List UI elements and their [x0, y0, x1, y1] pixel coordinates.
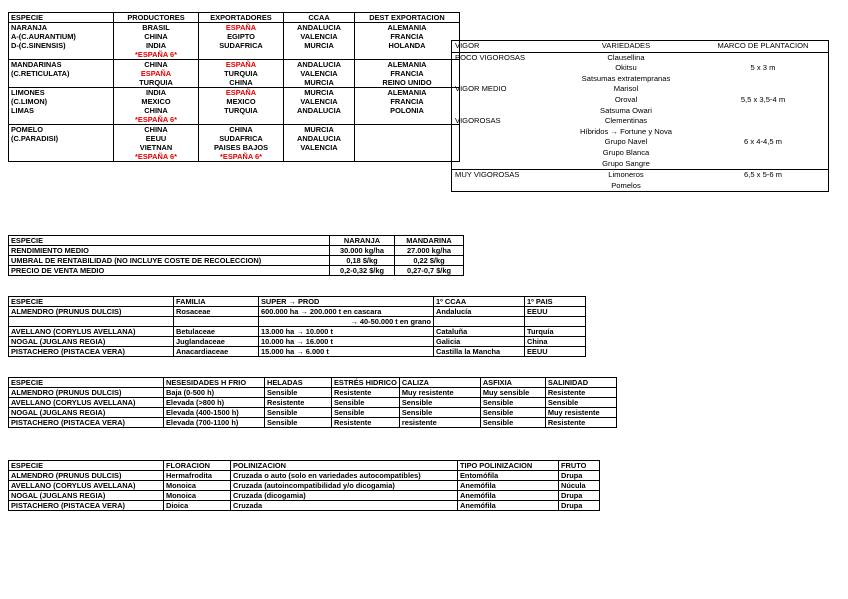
table-header-row [9, 236, 464, 246]
table-row [9, 491, 600, 501]
table-row [9, 60, 460, 70]
table-row [9, 88, 460, 98]
table-cell [452, 137, 555, 148]
table-cell: Castilla la Mancha [434, 347, 525, 357]
column-header: PRODUCTORES [114, 13, 199, 23]
table-cell: VALENCIA [284, 69, 355, 78]
table-cell: Núcula [559, 481, 600, 491]
table-cell: PISTACHERO (PISTACEA VERA) [9, 347, 174, 357]
table-row [452, 159, 829, 170]
table-cell: Resistente [545, 418, 616, 428]
table-cell [698, 159, 829, 170]
table-cell: 0,18 $/kg [330, 256, 395, 266]
table-cell: MANDARINAS [9, 60, 114, 70]
table-cell: ALEMANIA [355, 88, 460, 98]
table-cell: LIMAS [9, 106, 114, 115]
table-cell: NOGAL (JUGLANS REGIA) [9, 408, 164, 418]
table-row [9, 347, 586, 357]
table-cell: VALENCIA [284, 97, 355, 106]
table-cell [199, 115, 284, 125]
table-row [452, 116, 829, 127]
table-cell: FRANCIA [355, 97, 460, 106]
table-cell [174, 317, 259, 327]
table-cell: Sensible [265, 388, 332, 398]
table-cell: Anemófila [458, 491, 559, 501]
table-row [9, 388, 617, 398]
table-cell: Juglandaceae [174, 337, 259, 347]
table-cell: VIGOROSAS [455, 116, 501, 126]
table-cell: Pomelos [611, 180, 641, 190]
table-cell [355, 143, 460, 152]
table-cell [452, 181, 555, 192]
table-cell: Cruzada [231, 501, 458, 511]
table-row [9, 23, 460, 33]
table-row [9, 501, 600, 511]
table-cell: Grupo Blanca [602, 147, 650, 157]
table-cell [698, 106, 829, 117]
table-row [9, 134, 460, 143]
table-cell: POMELO [9, 125, 114, 135]
table-cell: 6,5 x 5-6 m [698, 170, 829, 181]
table-cell: Muy sensible [480, 388, 545, 398]
table-cell: ANDALUCIA [284, 23, 355, 33]
column-header: CALIZA [399, 378, 480, 388]
table-row [452, 63, 829, 74]
table-cell [525, 317, 586, 327]
table-row [9, 50, 460, 60]
column-header: HELADAS [265, 378, 332, 388]
table-row [9, 418, 617, 428]
table-cell: Baja (0-500 h) [164, 388, 265, 398]
table-cell: CHINA [114, 106, 199, 115]
column-header: ESPECIE [9, 236, 330, 246]
table-cell: EEUU [525, 307, 586, 317]
column-header: SALINIDAD [545, 378, 616, 388]
table-cell [9, 78, 114, 88]
table-cell: PRECIO DE VENTA MEDIO [9, 266, 330, 276]
table-row [9, 327, 586, 337]
table-cell: → 40-50.000 t en grano [259, 317, 434, 327]
table-cell: 0,27-0,7 $/kg [395, 266, 464, 276]
table-cell [698, 127, 829, 138]
table-row [9, 78, 460, 88]
table-cell: Resistente [332, 418, 400, 428]
nuts-needs-table [8, 377, 617, 428]
table-cell: CHINA [114, 125, 199, 135]
table-cell: Clausellina [607, 52, 645, 62]
table-header-row [9, 13, 460, 23]
yield-table [8, 235, 464, 276]
column-header: DEST EXPORTACION [355, 13, 460, 23]
rootstock-vigor-table [451, 40, 829, 192]
table-cell [9, 143, 114, 152]
column-header: ASFIXIA [480, 378, 545, 388]
column-header: FRUTO [559, 461, 600, 471]
table-cell: MURCIA [284, 78, 355, 88]
table-cell: 6 x 4-4,5 m [744, 137, 782, 147]
table-cell: FRANCIA [355, 69, 460, 78]
table-cell: Hermafrodita [164, 471, 231, 481]
table-cell: Grupo Sangre [602, 158, 650, 168]
table-header-row [9, 378, 617, 388]
table-cell: SUDAFRICA [199, 134, 284, 143]
table-cell: ANDALUCIA [284, 106, 355, 115]
table-cell: TURQUIA [114, 78, 199, 88]
table-cell: Sensible [265, 408, 332, 418]
table-cell: SUDAFRICA [199, 41, 284, 50]
table-cell: 15.000 ha → 6.000 t [259, 347, 434, 357]
table-cell: CHINA [114, 32, 199, 41]
table-cell [452, 127, 555, 138]
table-cell: Sensible [332, 408, 400, 418]
table-cell: TURQUIA [199, 106, 284, 115]
table-cell [9, 115, 114, 125]
table-row [9, 317, 586, 327]
table-cell: VIETNAN [114, 143, 199, 152]
table-cell [452, 159, 555, 170]
table-cell: PAISES BAJOS [199, 143, 284, 152]
column-header: FAMILIA [174, 297, 259, 307]
column-header: TIPO POLINIZACION [458, 461, 559, 471]
table-cell: Sensible [399, 398, 480, 408]
table-cell [452, 106, 555, 117]
table-header-row [452, 41, 829, 53]
table-row [452, 170, 829, 181]
table-cell [452, 148, 555, 159]
table-cell: 0,2-0,32 $/kg [330, 266, 395, 276]
table-cell: Cruzada (dicogamia) [231, 491, 458, 501]
table-cell: Drupa [559, 471, 600, 481]
table-cell: Oroval [614, 94, 638, 104]
table-cell: PISTACHERO (PISTACEA VERA) [9, 418, 164, 428]
table-cell: *ESPAÑA 6* [114, 50, 199, 60]
table-header-row [9, 461, 600, 471]
column-header: FLORACION [164, 461, 231, 471]
table-cell: NOGAL (JUGLANS REGIA) [9, 337, 174, 347]
table-cell [355, 125, 460, 135]
table-row [9, 41, 460, 50]
table-cell: 13.000 ha → 10.000 t [259, 327, 434, 337]
table-cell: MUY VIGOROSAS [452, 170, 555, 181]
table-cell: Dioica [164, 501, 231, 511]
table-row [9, 69, 460, 78]
table-cell [698, 148, 829, 159]
table-cell: 30.000 kg/ha [330, 246, 395, 256]
table-cell: 5,5 x 3,5-4 m [740, 94, 786, 104]
table-cell: Clementinas [604, 116, 648, 126]
table-cell: ALEMANIA [355, 23, 460, 33]
table-cell: LIMONES [9, 88, 114, 98]
table-cell: NOGAL (JUGLANS REGIA) [9, 491, 164, 501]
table-cell: UMBRAL DE RENTABILIDAD (NO INCLUYE COSTE DE RECOLECCION) [9, 256, 330, 266]
table-cell: Muy resistente [399, 388, 480, 398]
column-header: 1º CCAA [434, 297, 525, 307]
table-cell: Anemófila [458, 501, 559, 511]
table-cell [698, 116, 829, 127]
column-header: NESESIDADES H FRIO [164, 378, 265, 388]
table-cell: Elevada (>800 h) [164, 398, 265, 408]
table-row [9, 125, 460, 135]
table-cell: Resistente [265, 398, 332, 408]
table-cell: (C.LIMON) [9, 97, 114, 106]
table-cell: Cataluña [434, 327, 525, 337]
table-row [9, 115, 460, 125]
table-cell [9, 152, 114, 162]
table-cell: MURCIA [284, 41, 355, 50]
table-cell: Drupa [559, 501, 600, 511]
table-cell: 600.000 ha → 200.000 t en cascara [259, 307, 434, 317]
table-cell: ALMENDRO (PRUNUS DULCIS) [9, 307, 174, 317]
table-row [9, 143, 460, 152]
table-cell: TURQUIA [199, 69, 284, 78]
table-cell: Anemófila [458, 481, 559, 491]
column-header: 1º PAIS [525, 297, 586, 307]
table-cell: Galicia [434, 337, 525, 347]
table-cell: Sensible [399, 408, 480, 418]
table-cell: Entomófila [458, 471, 559, 481]
table-cell: EGIPTO [199, 32, 284, 41]
table-cell: BRASIL [114, 23, 199, 33]
table-cell [698, 181, 829, 192]
table-row [452, 127, 829, 138]
table-cell: MEXICO [199, 97, 284, 106]
table-cell: ALMENDRO (PRUNUS DULCIS) [9, 388, 164, 398]
table-cell: Elevada (700-1100 h) [164, 418, 265, 428]
table-cell: Grupo Navel [604, 137, 648, 147]
table-cell [284, 115, 355, 125]
table-cell: ANDALUCIA [284, 134, 355, 143]
table-row [452, 95, 829, 106]
column-header: ESPECIE [9, 378, 164, 388]
table-cell: VALENCIA [284, 143, 355, 152]
table-cell [284, 50, 355, 60]
table-cell: 0,22 $/kg [395, 256, 464, 266]
table-cell: POLONIA [355, 106, 460, 115]
table-cell: VIGOR MEDIO [455, 84, 507, 94]
table-cell [355, 152, 460, 162]
table-row [9, 398, 617, 408]
table-row [452, 137, 829, 148]
table-cell: PISTACHERO (PISTACEA VERA) [9, 501, 164, 511]
citrus-producers-table [8, 12, 460, 162]
column-header: MANDARINA [395, 236, 464, 246]
table-cell: MEXICO [114, 97, 199, 106]
table-cell: Híbridos → Fortune y Nova [579, 126, 672, 136]
table-cell: Limoneros [554, 170, 698, 181]
table-row [9, 152, 460, 162]
table-cell: (C.RETICULATA) [9, 69, 114, 78]
table-row [9, 471, 600, 481]
table-cell: Cruzada o auto (solo en variedades autocompatibles) [231, 471, 458, 481]
table-cell: Sensible [265, 418, 332, 428]
table-cell: EEUU [114, 134, 199, 143]
table-cell [452, 74, 555, 85]
table-cell: Sensible [480, 398, 545, 408]
table-row [9, 97, 460, 106]
column-header: VIGOR [452, 41, 555, 53]
column-header: SUPER → PROD [259, 297, 434, 307]
table-cell: HOLANDA [355, 41, 460, 50]
table-cell: MURCIA [284, 125, 355, 135]
table-cell: VALENCIA [284, 32, 355, 41]
table-cell: ALEMANIA [355, 60, 460, 70]
table-row [452, 148, 829, 159]
table-cell: Andalucía [434, 307, 525, 317]
table-cell: Cruzada (autoincompatibilidad y/o dicogamia) [231, 481, 458, 491]
column-header: ESPECIE [9, 461, 164, 471]
table-cell: Anacardiaceae [174, 347, 259, 357]
table-row [452, 106, 829, 117]
table-cell [355, 115, 460, 125]
table-row [9, 246, 464, 256]
table-cell: AVELLANO (CORYLUS AVELLANA) [9, 398, 164, 408]
table-cell: INDIA [114, 88, 199, 98]
table-cell: AVELLANO (CORYLUS AVELLANA) [9, 327, 174, 337]
table-cell: Marisol [613, 84, 639, 94]
table-cell: Muy resistente [545, 408, 616, 418]
table-row [9, 307, 586, 317]
table-cell: Rosaceae [174, 307, 259, 317]
table-cell: China [525, 337, 586, 347]
table-cell: ALMENDRO (PRUNUS DULCIS) [9, 471, 164, 481]
column-header: NARANJA [330, 236, 395, 246]
table-cell: Monoica [164, 491, 231, 501]
table-cell [698, 52, 829, 63]
column-header: ESPECIE [9, 297, 174, 307]
table-cell: Resistente [545, 388, 616, 398]
table-cell: FRANCIA [355, 32, 460, 41]
table-cell: EEUU [525, 347, 586, 357]
table-cell: RENDIMIENTO MEDIO [9, 246, 330, 256]
table-cell: ANDALUCIA [284, 60, 355, 70]
column-header: ESTRÉS HIDRICO [332, 378, 400, 388]
table-cell: ESPAÑA [199, 60, 284, 70]
table-cell: POCO VIGOROSAS [455, 52, 526, 62]
table-cell [9, 317, 174, 327]
table-cell: D-(C.SINENSIS) [9, 41, 114, 50]
table-cell: *ESPAÑA 6* [199, 152, 284, 162]
nuts-area-table [8, 296, 586, 357]
table-cell: A-(C.AURANTIUM) [9, 32, 114, 41]
table-cell: Okitsu [615, 63, 637, 73]
table-cell: ESPAÑA [199, 23, 284, 33]
table-row [9, 266, 464, 276]
table-cell: Elevada (400-1500 h) [164, 408, 265, 418]
table-cell: Sensible [480, 418, 545, 428]
table-cell: Sensible [545, 398, 616, 408]
table-cell [452, 63, 555, 74]
table-cell: CHINA [199, 78, 284, 88]
column-header: CCAA [284, 13, 355, 23]
column-header: ESPECIE [9, 13, 114, 23]
table-cell [355, 50, 460, 60]
table-cell: 5 x 3 m [750, 63, 776, 73]
table-row [9, 408, 617, 418]
table-cell: resistente [399, 418, 480, 428]
table-row [452, 52, 829, 63]
table-cell: CHINA [114, 60, 199, 70]
table-cell: Satsuma Owari [600, 105, 652, 115]
table-cell: NARANJA [9, 23, 114, 33]
table-cell: AVELLANO (CORYLUS AVELLANA) [9, 481, 164, 491]
table-cell: Sensible [480, 408, 545, 418]
table-cell [9, 50, 114, 60]
table-cell: Resistente [332, 388, 400, 398]
table-cell: INDIA [114, 41, 199, 50]
table-cell: (C.PARADISI) [9, 134, 114, 143]
table-cell [434, 317, 525, 327]
table-cell: Sensible [332, 398, 400, 408]
table-cell: REINO UNIDO [355, 78, 460, 88]
table-cell [698, 84, 829, 95]
column-header: POLINIZACION [231, 461, 458, 471]
table-cell [284, 152, 355, 162]
table-cell [199, 50, 284, 60]
table-cell: Satsumas extratempranas [581, 73, 671, 83]
table-cell [355, 134, 460, 143]
column-header: VARIEDADES [554, 41, 698, 53]
table-cell [698, 74, 829, 85]
table-cell [452, 95, 555, 106]
table-cell: ESPAÑA [114, 69, 199, 78]
table-row [9, 337, 586, 347]
table-row [452, 84, 829, 95]
nuts-flowering-table [8, 460, 600, 511]
table-cell: *ESPAÑA 6* [114, 152, 199, 162]
table-cell: Turquía [525, 327, 586, 337]
table-cell: MURCIA [284, 88, 355, 98]
table-header-row [9, 297, 586, 307]
table-row [9, 32, 460, 41]
table-cell: *ESPAÑA 6* [114, 115, 199, 125]
table-cell: Drupa [559, 491, 600, 501]
column-header: EXPORTADORES [199, 13, 284, 23]
table-row [452, 181, 829, 192]
table-row [9, 481, 600, 491]
table-row [452, 74, 829, 85]
column-header: MARCO DE PLANTACION [698, 41, 829, 53]
table-cell: Betulaceae [174, 327, 259, 337]
table-cell: 27.000 kg/ha [395, 246, 464, 256]
table-row [9, 256, 464, 266]
table-cell: Monoica [164, 481, 231, 491]
table-row [9, 106, 460, 115]
table-cell: ESPAÑA [199, 88, 284, 98]
table-cell: CHINA [199, 125, 284, 135]
table-cell: 10.000 ha → 16.000 t [259, 337, 434, 347]
